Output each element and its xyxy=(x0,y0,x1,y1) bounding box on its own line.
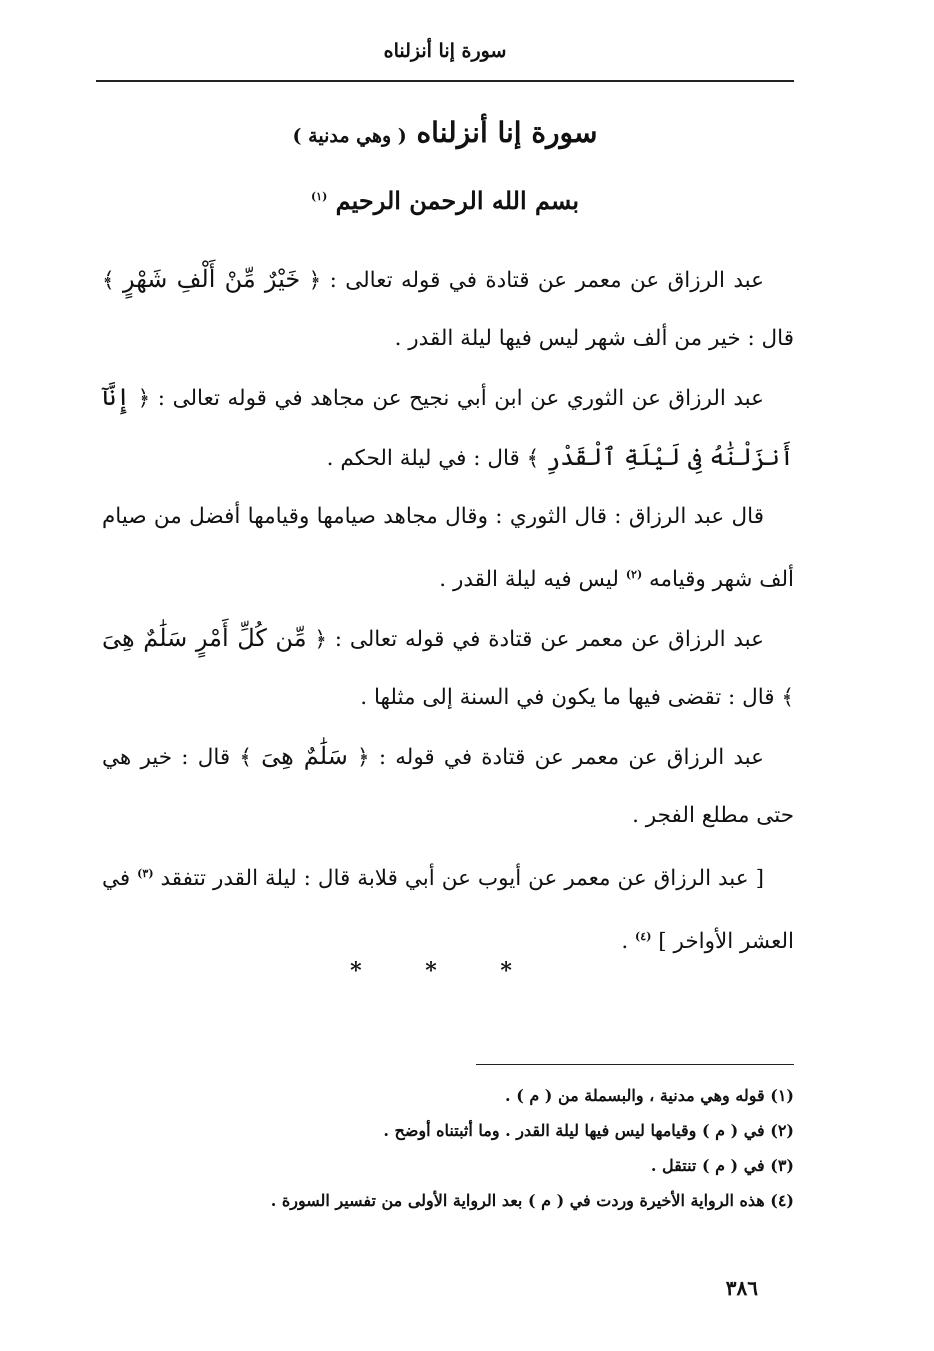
paragraph-1 xyxy=(102,250,794,368)
paragraph-6-text: [ عبد الرزاق عن معمر عن أيوب عن أبي قلابة قال : ليلة القدر تتفقد xyxy=(160,866,764,892)
paragraph-5-comment: ﴾ قال : خير هي حتى مطلع الفجر . xyxy=(102,745,794,829)
running-header: سورة إنا أنزلناه xyxy=(383,40,507,62)
paragraph-5 xyxy=(102,727,794,845)
paragraph-1-text: عبد الرزاق عن معمر عن قتادة في قوله تعالى : ﴿ xyxy=(308,268,764,293)
footnote-rule xyxy=(476,1064,794,1065)
footnote-1: (١) قوله وهي مدنية ، والبسملة من ( م ) . xyxy=(505,1086,794,1105)
paragraph-1-comment: ﴾ قال : خير من ألف شهر ليس فيها ليلة القدر . xyxy=(102,268,794,351)
paragraph-6 xyxy=(102,845,794,971)
paragraph-3-comment: ليس فيه ليلة القدر . xyxy=(439,567,619,593)
paragraph-4-comment: ﴾ قال : تقضى فيها ما يكون في السنة إلى مثلها . xyxy=(360,685,794,711)
footnote-4: (٤) هذه الرواية الأخيرة وردت في ( م ) بعد الرواية الأولى من تفسير السورة . xyxy=(270,1191,794,1210)
paragraph-2 xyxy=(102,368,794,488)
header-rule xyxy=(96,80,794,82)
footnote-ref-2: (٢) xyxy=(625,568,643,581)
paragraph-6-middle: في العشر الأواخر ] xyxy=(102,866,794,955)
page-number: ٣٨٦ xyxy=(725,1276,758,1300)
paragraph-5-text: عبد الرزاق عن معمر عن قتادة في قوله : ﴿ xyxy=(357,745,764,771)
quran-verse-2: إِنَّآ أَنزَلْنَٰهُ فِى لَيْلَةِ ٱلْقَدْرِ xyxy=(102,383,794,471)
quran-verse-1: خَيْرٌ مِّنْ أَلْفِ شَهْرٍ xyxy=(123,265,301,293)
footnote-3: (٣) في ( م ) تنتقل . xyxy=(650,1156,794,1175)
surah-title-note: ( وهي مدنية ) xyxy=(292,125,407,147)
footnote-2: (٢) في ( م ) وقيامها ليس فيها ليلة القدر . وما أثبتناه أوضح . xyxy=(383,1121,794,1140)
paragraph-3 xyxy=(102,488,794,609)
footnotes xyxy=(102,1078,794,1218)
footnote-ref-1: (١) xyxy=(310,190,328,203)
basmala xyxy=(96,186,794,215)
paragraph-3-text: قال عبد الرزاق : قال الثوري : وقال مجاهد صيامها وقيامها أفضل من صيام ألف شهر وقيامه xyxy=(102,504,794,593)
surah-title-main: سورة إنا أنزلناه xyxy=(416,116,598,149)
quran-verse-5: سَلَٰمٌ هِىَ xyxy=(261,742,348,771)
paragraph-6-end: . xyxy=(621,929,629,955)
surah-title xyxy=(96,116,794,149)
footnote-ref-3: (٣) xyxy=(137,867,154,881)
body-text xyxy=(102,250,794,971)
paragraph-4 xyxy=(102,609,794,727)
section-separator: * * * xyxy=(350,958,540,984)
paragraph-2-text: عبد الرزاق عن الثوري عن ابن أبي نجيح عن مجاهد في قوله تعالى : ﴿ xyxy=(137,386,764,411)
paragraph-4-text: عبد الرزاق عن معمر عن قتادة في قوله تعالى : ﴿ xyxy=(314,627,764,653)
quran-verse-4: مِّن كُلِّ أَمْرٍ سَلَٰمٌ هِىَ xyxy=(102,624,307,653)
footnote-ref-4: (٤) xyxy=(635,930,652,944)
basmala-text: بسم الله الرحمن الرحيم xyxy=(335,186,580,215)
paragraph-2-comment: ﴾ قال : في ليلة الحكم . xyxy=(326,446,540,471)
